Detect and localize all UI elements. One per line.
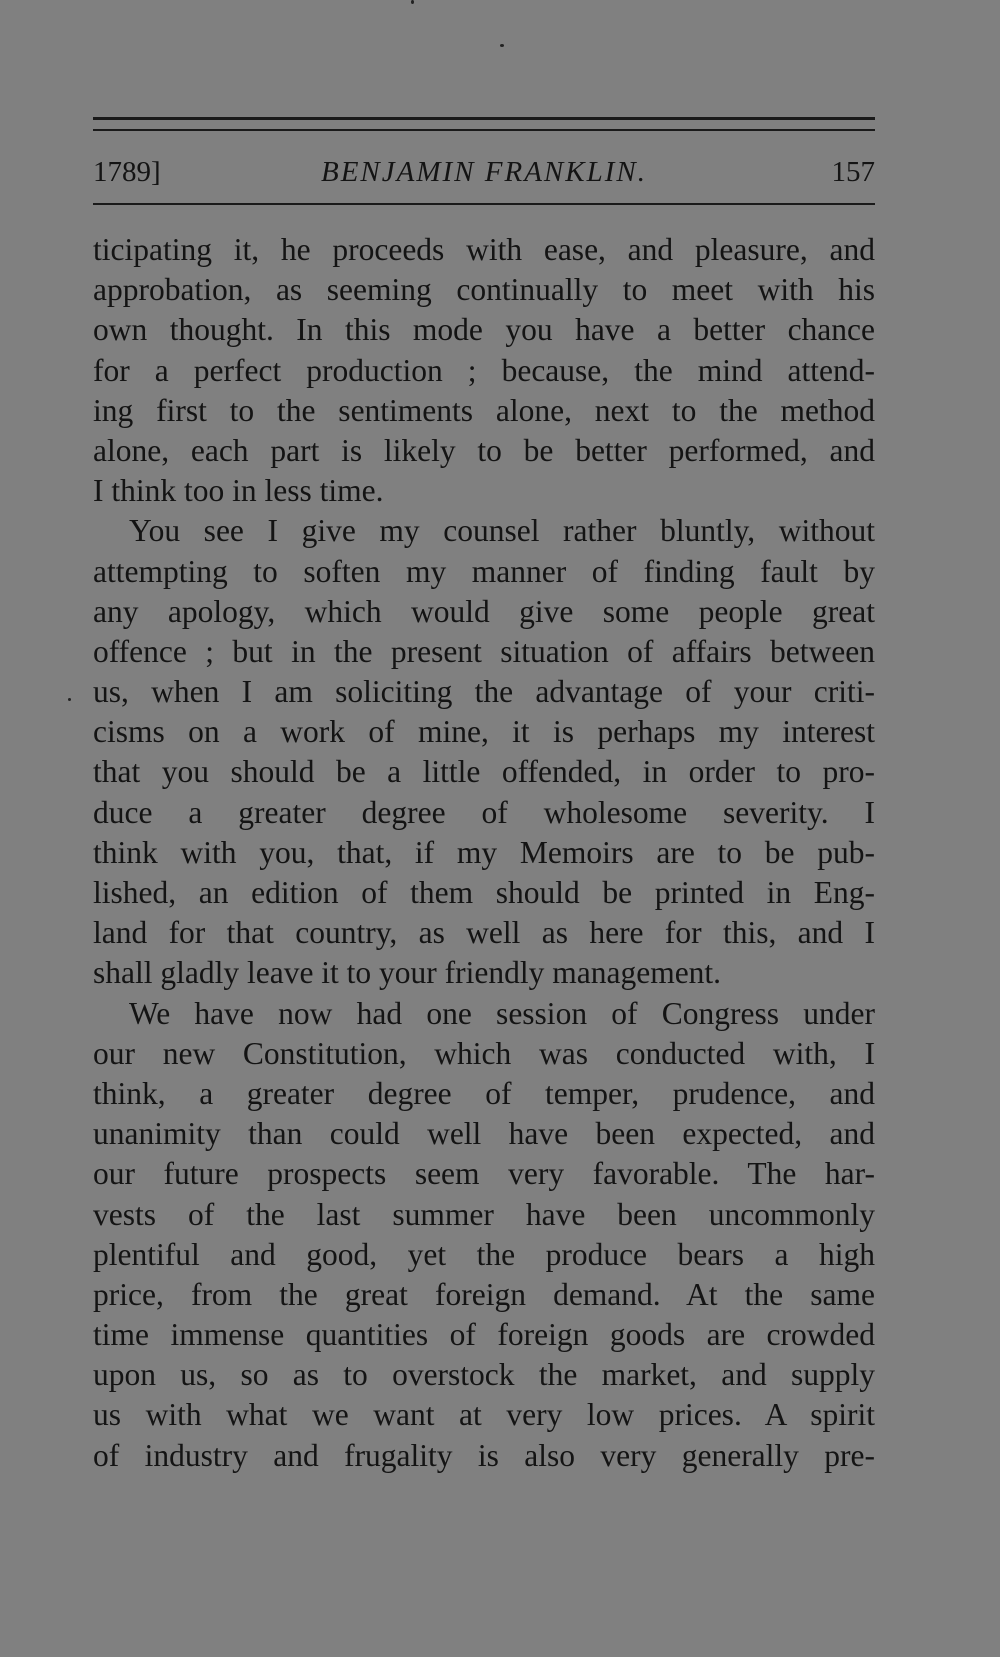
paragraph [93,994,875,1476]
text-line: shall gladly leave it to your friendly management. [93,955,722,991]
text-line: duce a greater degree of wholesome severity. I [93,794,875,830]
text-line: us with what we want at very low prices. A spirit [93,1397,875,1433]
text-line: of industry and frugality is also very generally pre- [93,1437,875,1473]
running-head-title: BENJAMIN FRANKLIN. [321,156,647,188]
print-speck [500,44,504,47]
text-line: upon us, so as to overstock the market, and supply [93,1357,875,1393]
text-line: alone, each part is likely to be better performed, and [93,432,875,468]
page-number: 157 [831,156,875,188]
text-line: ticipating it, he proceeds with ease, and pleasure, and [93,232,875,267]
text-line: approbation, as seeming continually to meet with his [93,272,875,308]
running-head-rule [93,203,875,205]
running-head [93,150,875,194]
text-line: cisms on a work of mine, it is perhaps my interest [93,714,875,750]
text-line: We have now had one session of Congress under [129,995,875,1031]
text-line: offence ; but in the present situation of affairs between [93,633,875,669]
text-line: You see I give my counsel rather bluntly, without [129,513,875,549]
text-line: attempting to soften my manner of finding fault by [93,553,875,589]
text-line: think with you, that, if my Memoirs are to be pub- [93,834,875,870]
text-line: us, when I am soliciting the advantage of your criti- [93,674,875,710]
header-rule-thick [93,117,875,120]
text-line: think, a greater degree of temper, prudence, and [93,1075,875,1111]
text-line: own thought. In this mode you have a better chance [93,312,875,348]
running-head-year: 1789] [93,156,161,188]
body-text [93,230,875,1476]
text-line: plentiful and good, yet the produce bears a high [93,1236,875,1272]
header-rule-thin [93,129,875,131]
text-line: land for that country, as well as here for this, and I [93,915,875,951]
text-line: our future prospects seem very favorable. The har- [93,1156,875,1192]
text-line: time immense quantities of foreign goods are crowded [93,1317,875,1353]
paragraph [93,230,875,511]
paragraph [93,511,875,993]
text-line: any apology, which would give some people great [93,593,875,629]
text-line: ing first to the sentiments alone, next to the method [93,392,875,428]
print-speck [411,0,414,4]
print-speck [68,698,71,701]
text-line: our new Constitution, which was conducted with, I [93,1035,875,1071]
text-line: that you should be a little offended, in order to pro- [93,754,875,790]
text-line: I think too in less time. [93,473,384,509]
text-line: for a perfect production ; because, the mind attend- [93,352,875,388]
text-line: lished, an edition of them should be printed in Eng- [93,875,875,910]
text-line: unanimity than could well have been expected, and [93,1116,875,1152]
text-line: vests of the last summer have been uncommonly [93,1196,875,1232]
text-line: price, from the great foreign demand. At the same [93,1276,875,1312]
